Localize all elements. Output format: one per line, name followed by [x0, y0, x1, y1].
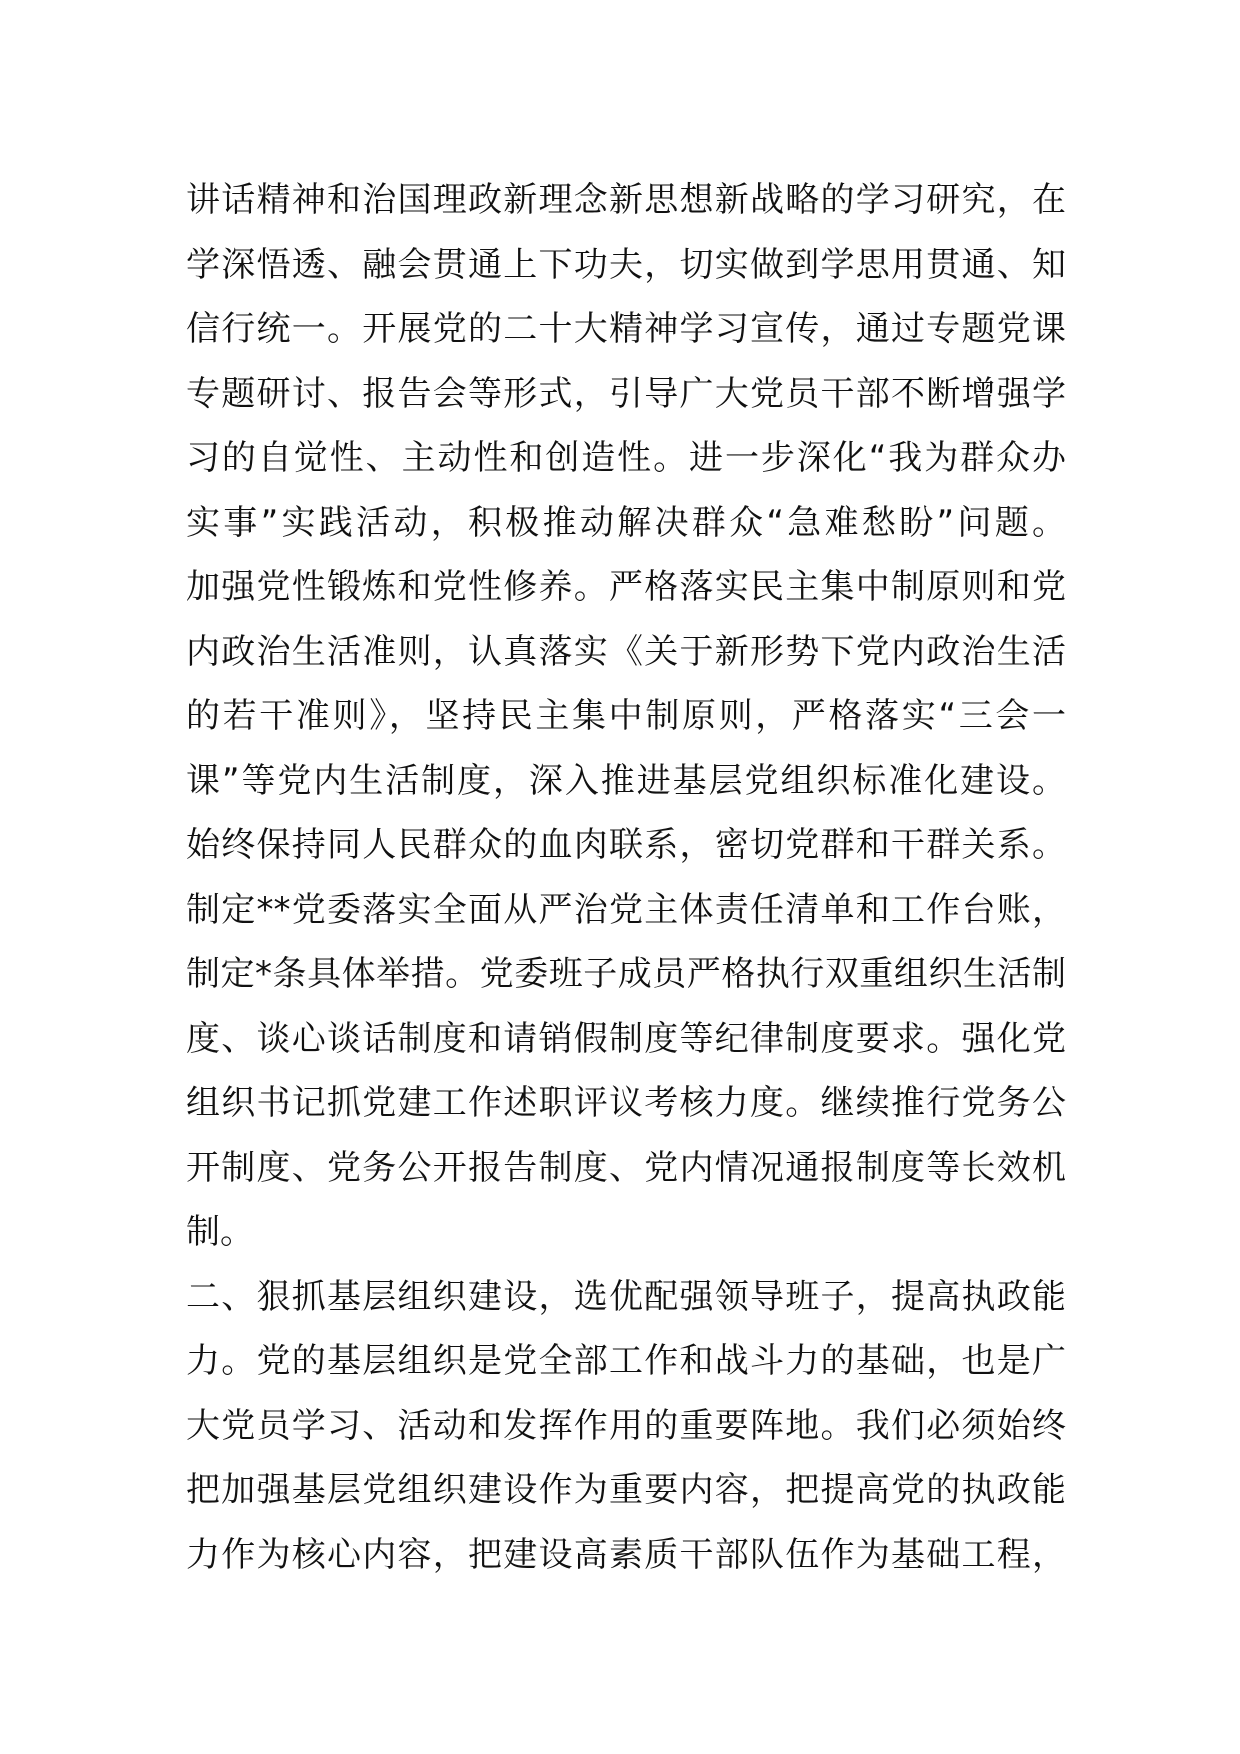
text-line: 课”等党内生活制度，深入推进基层党组织标准化建设。 — [186, 760, 1066, 801]
text-line: 讲话精神和治国理政新理念新思想新战略的学习研究，在 — [186, 180, 1066, 220]
text-line: 信行统一。开展党的二十大精神学习宣传，通过专题党课 — [186, 309, 1066, 349]
text-line: 开制度、党务公开报告制度、党内情况通报制度等长效机 — [186, 1147, 1066, 1188]
text-line: 组织书记抓党建工作述职评议考核力度。继续推行党务公 — [186, 1083, 1066, 1123]
text-line: 始终保持同人民群众的血肉联系，密切党群和干群关系。 — [186, 825, 1066, 865]
text-line: 力作为核心内容，把建设高素质干部队伍作为基础工程， — [186, 1534, 1066, 1575]
text-line: 度、谈心谈话制度和请销假制度等纪律制度要求。强化党 — [186, 1018, 1066, 1059]
text-line: 大党员学习、活动和发挥作用的重要阵地。我们必须始终 — [186, 1405, 1066, 1446]
text-line: 二、狠抓基层组织建设，选优配强领导班子，提高执政能 — [186, 1276, 1066, 1317]
text-line: 学深悟透、融会贯通上下功夫，切实做到学思用贯通、知 — [186, 244, 1066, 285]
text-line: 专题研讨、报告会等形式，引导广大党员干部不断增强学 — [186, 373, 1066, 414]
body-text — [186, 168, 1066, 1587]
text-line: 制。 — [186, 1212, 254, 1252]
text-line: 制定**党委落实全面从严治党主体责任清单和工作台账， — [186, 889, 1066, 930]
text-line: 的若干准则》，坚持民主集中制原则，严格落实“三会一 — [186, 696, 1066, 736]
text-line: 加强党性锻炼和党性修养。严格落实民主集中制原则和党 — [186, 567, 1066, 607]
text-line: 内政治生活准则，认真落实《关于新形势下党内政治生活 — [186, 631, 1066, 672]
text-line: 习的自觉性、主动性和创造性。进一步深化“我为群众办 — [186, 438, 1066, 478]
text-line: 把加强基层党组织建设作为重要内容，把提高党的执政能 — [186, 1470, 1066, 1510]
text-line: 力。党的基层组织是党全部工作和战斗力的基础，也是广 — [186, 1341, 1066, 1381]
text-line: 制定*条具体举措。党委班子成员严格执行双重组织生活制 — [186, 954, 1066, 994]
text-line: 实事”实践活动，积极推动解决群众“急难愁盼”问题。 — [186, 502, 1066, 543]
